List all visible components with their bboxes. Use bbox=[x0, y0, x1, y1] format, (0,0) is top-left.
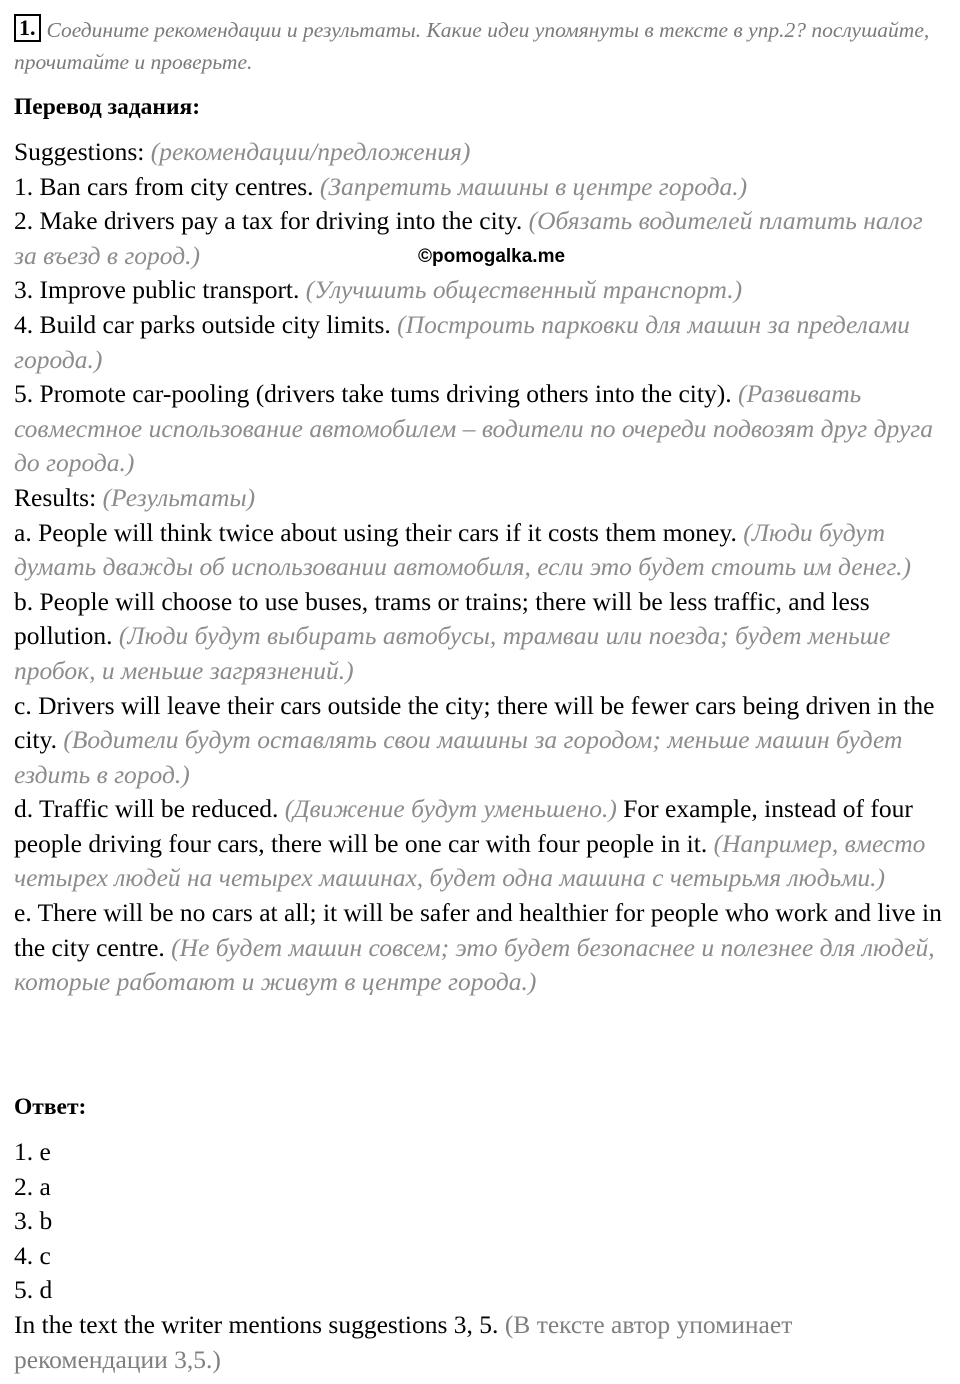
suggestion-item bbox=[14, 377, 949, 481]
results-label: Results: bbox=[14, 482, 97, 512]
result-ru: (Люди будут выбирать автобусы, трамваи или поезда; будет меньше пробок, и меньше загрязнений.) bbox=[14, 621, 891, 685]
task-number: 1. bbox=[14, 14, 41, 42]
suggestion-item bbox=[14, 204, 949, 273]
result-ru: (Движение будут уменьшено.) bbox=[284, 794, 617, 824]
results-label-ru: (Результаты) bbox=[102, 482, 256, 512]
suggestion-item bbox=[14, 273, 949, 308]
result-item bbox=[14, 792, 949, 896]
answer-line: 4. c bbox=[14, 1240, 51, 1270]
answer-line: 3. b bbox=[14, 1206, 53, 1236]
result-ru: (Не будет машин совсем; это будет безопаснее и полезнее для людей, которые работают и живут в центре города.) bbox=[14, 932, 935, 997]
suggestions-label: Suggestions: bbox=[14, 137, 145, 166]
answer-heading: Ответ: bbox=[14, 1094, 87, 1120]
result-ru: (Водители будут оставлять свои машины за городом; меньше машин будет ездить в город.) bbox=[14, 725, 903, 789]
result-item bbox=[14, 585, 949, 689]
conclusion-ru: (В тексте автор упоминает рекомендации 3,5.) bbox=[14, 1309, 793, 1374]
suggestion-item bbox=[14, 170, 949, 205]
result-ru-extra: (Например, вместо четырех людей на четырех машинах, будет одна машина с четырьмя людьми.) bbox=[14, 828, 926, 893]
result-en-extra: For example, instead of four people driving four cars, there will be one car with four people in it. bbox=[14, 794, 913, 858]
suggestion-ru: (Запретить машины в центре города.) bbox=[319, 171, 748, 201]
result-en: e. There will be no cars at all; it will be safer and healthier for people who work and live in the city centre. bbox=[14, 898, 942, 962]
result-en: a. People will think twice about using their cars if it costs them money. bbox=[14, 517, 737, 547]
answer-line: 1. e bbox=[14, 1137, 51, 1166]
result-item bbox=[14, 516, 949, 585]
suggestion-item bbox=[14, 308, 949, 377]
answer-line: 2. a bbox=[14, 1171, 51, 1201]
answers-block bbox=[14, 1135, 949, 1377]
suggestion-en: 1. Ban cars from city centres. bbox=[14, 171, 314, 201]
suggestion-ru: (Развивать совместное использование автомобилем – водители по очереди подвозят друг друга до города.) bbox=[14, 379, 933, 478]
suggestion-ru: (Построить парковки для машин за пределами города.) bbox=[14, 309, 910, 374]
suggestion-en: 5. Promote car-pooling (drivers take tums driving others into the city). bbox=[14, 379, 732, 409]
suggestions-label-line bbox=[14, 135, 949, 170]
main-text bbox=[14, 135, 949, 1000]
result-ru: (Люди будут думать дважды об использовании автомобиля, если это будет стоить им денег.) bbox=[14, 517, 911, 582]
suggestion-en: 4. Build car parks outside city limits. bbox=[14, 309, 391, 339]
results-label-line bbox=[14, 481, 949, 516]
result-en: b. People will choose to use buses, trams or trains; there will be less traffic, and less pollution. bbox=[14, 586, 870, 651]
translation-heading: Перевод задания: bbox=[14, 94, 201, 120]
conclusion-en: In the text the writer mentions suggestions 3, 5. bbox=[14, 1309, 499, 1339]
result-item bbox=[14, 896, 949, 1000]
suggestion-ru: (Улучшить общественный транспорт.) bbox=[305, 275, 743, 305]
task-instruction: Соедините рекомендации и результаты. Какие идеи упомянуты в тексте в упр.2? послушайте, прочитайте и проверьте. bbox=[14, 18, 930, 74]
conclusion-line bbox=[14, 1308, 949, 1377]
answer-line: 5. d bbox=[14, 1275, 53, 1305]
watermark: ©pomogalka.me bbox=[418, 246, 566, 267]
suggestion-en: 2. Make drivers pay a tax for driving into the city. bbox=[14, 206, 523, 236]
result-en: d. Traffic will be reduced. bbox=[14, 794, 279, 824]
result-en: c. Drivers will leave their cars outside the city; there will be fewer cars being driven in the city. bbox=[14, 690, 935, 755]
result-item bbox=[14, 689, 949, 793]
task-header bbox=[14, 14, 949, 78]
suggestion-en: 3. Improve public transport. bbox=[14, 275, 300, 305]
suggestions-label-ru: (рекомендации/предложения) bbox=[150, 137, 471, 166]
suggestion-ru: (Обязать водителей платить налог за въезд в город.) bbox=[14, 206, 923, 270]
